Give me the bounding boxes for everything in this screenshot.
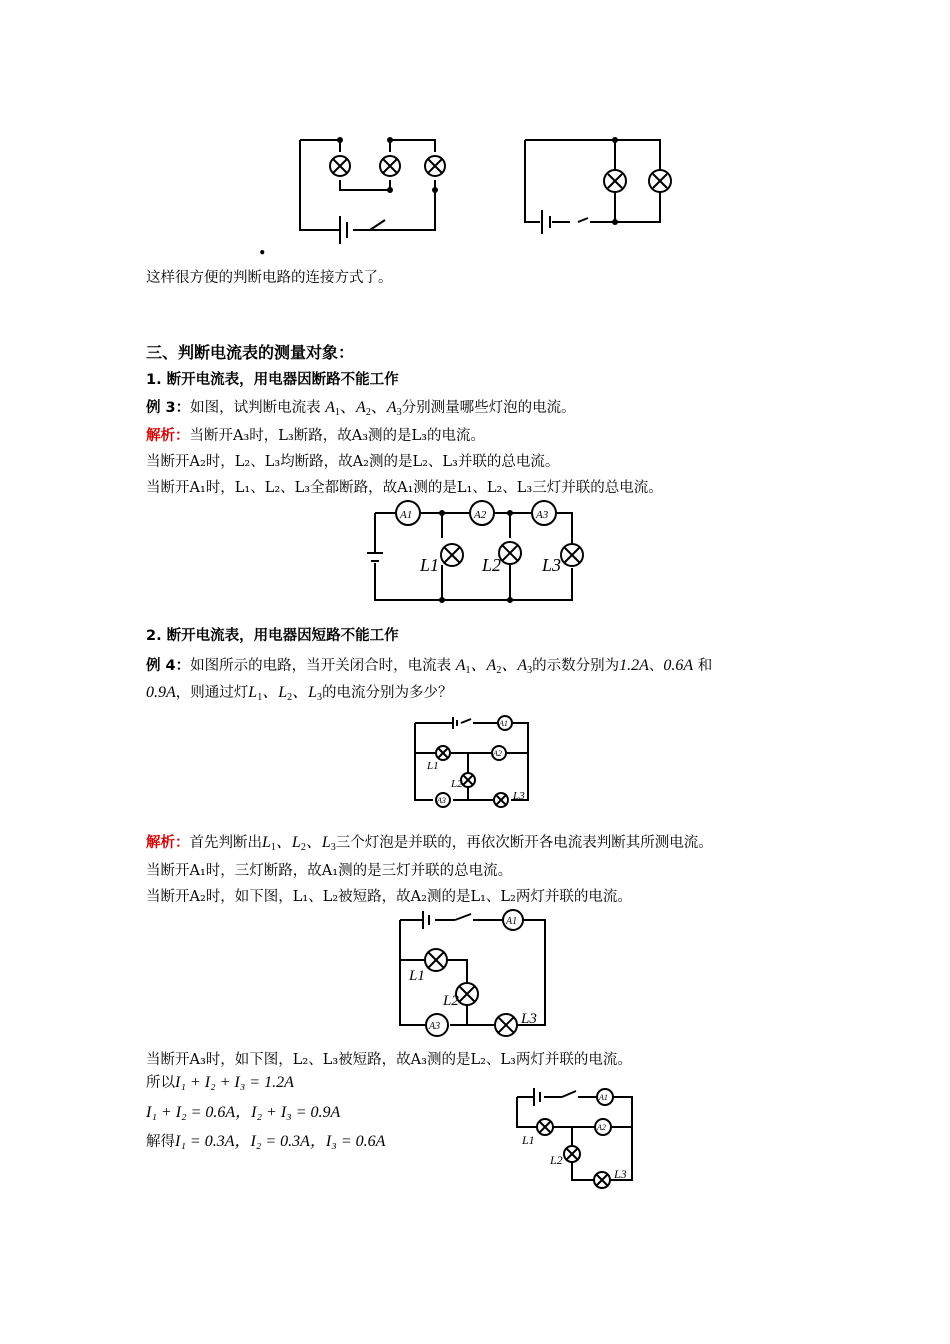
example-4-analysis-4: 当断开A₃时，如下图，L₂、L₃被短路，故A₃测的是L₂、L₃两灯并联的电流。 [146, 1052, 632, 1068]
svg-text:A2: A2 [474, 509, 487, 521]
section-title: 三、判断电流表的测量对象： [146, 343, 355, 362]
svg-text:L3: L3 [513, 790, 525, 802]
svg-text:L2: L2 [451, 778, 463, 790]
circuit-a2-open [395, 905, 555, 1030]
svg-text:L2: L2 [550, 1153, 563, 1167]
circuit-top-right [520, 130, 680, 250]
example-3-analysis-2: 当断开A₂时，L₂、L₃均断路，故A₂测的是L₂、L₃并联的总电流。 [146, 454, 560, 470]
svg-text:L2: L2 [482, 555, 502, 575]
example-4-question-1: 例 4：如图所示的电路，当开关闭合时，电流表 $A_1$、$A_2$、$A_3$的示数分别为1.2A、0.6A 和 [146, 657, 713, 676]
svg-text:L3: L3 [521, 1011, 537, 1027]
circuit-a3-open [512, 1082, 642, 1182]
svg-text:A1: A1 [499, 719, 508, 728]
example-4-analysis-3: 当断开A₂时，如下图，L₁、L₂被短路，故A₂测的是L₁、L₂两灯并联的电流。 [146, 889, 632, 905]
svg-text:A1: A1 [506, 916, 518, 927]
example-3-analysis-1: 解析：当断开A₃时，L₃断路，故A₃测的是L₃的电流。 [146, 427, 485, 444]
example-4-analysis-2: 当断开A₁时，三灯断路，故A₁测的是三灯并联的总电流。 [146, 863, 513, 879]
subsection-1-title: 1. 断开电流表，用电器因断路不能工作 [146, 372, 399, 388]
svg-text:L1: L1 [409, 968, 425, 984]
intro-line: 这样很方便的判断电路的连接方式了。 [146, 270, 393, 286]
circuit-example-4 [413, 715, 533, 810]
svg-text:L1: L1 [427, 760, 439, 772]
svg-text:L3: L3 [614, 1167, 627, 1181]
circuit-example-3 [370, 503, 580, 603]
equation-2: I₁ + I₂ = 0.6A，I₂ + I₃ = 0.9A [146, 1104, 341, 1121]
equation-3: 解得I₁ = 0.3A，I₂ = 0.3A，I₃ = 0.6A [146, 1133, 386, 1150]
example-3-analysis-3: 当断开A₁时，L₁、L₂、L₃全都断路，故A₁测的是L₁、L₂、L₃三灯并联的总电流。 [146, 480, 663, 496]
svg-text:A3: A3 [429, 1021, 441, 1032]
example-3-label: 例 3： [146, 400, 191, 416]
svg-text:L1: L1 [420, 555, 440, 575]
subsection-2-title: 2. 断开电流表，用电器因短路不能工作 [146, 628, 399, 644]
svg-text:L1: L1 [522, 1133, 535, 1147]
example-4-analysis-1: 解析：首先判断出$L_1$、$L_2$、$L_3$三个灯泡是并联的，再依次断开各电流表判断其所测电流。 [146, 834, 713, 853]
svg-text:A3: A3 [437, 796, 446, 805]
bullet-dot: • [258, 246, 267, 262]
example-4-question-2: 0.9A，则通过灯$L_1$、$L_2$、$L_3$的电流分别为多少？ [146, 684, 453, 703]
svg-text:L2: L2 [443, 993, 459, 1009]
example-3-question: 例 3：如图，试判断电流表 $A_1$、$A_2$、$A_3$分别测量哪些灯泡的电流。 [146, 399, 576, 418]
equation-1: 所以I₁ + I₂ + I₃ = 1.2A [146, 1074, 294, 1091]
svg-text:L3: L3 [542, 555, 562, 575]
svg-text:A2: A2 [597, 1123, 606, 1132]
svg-text:A1: A1 [400, 509, 413, 521]
circuit-top-left [295, 130, 455, 250]
svg-text:A2: A2 [493, 749, 502, 758]
svg-text:A1: A1 [599, 1093, 608, 1102]
svg-text:A3: A3 [536, 509, 549, 521]
